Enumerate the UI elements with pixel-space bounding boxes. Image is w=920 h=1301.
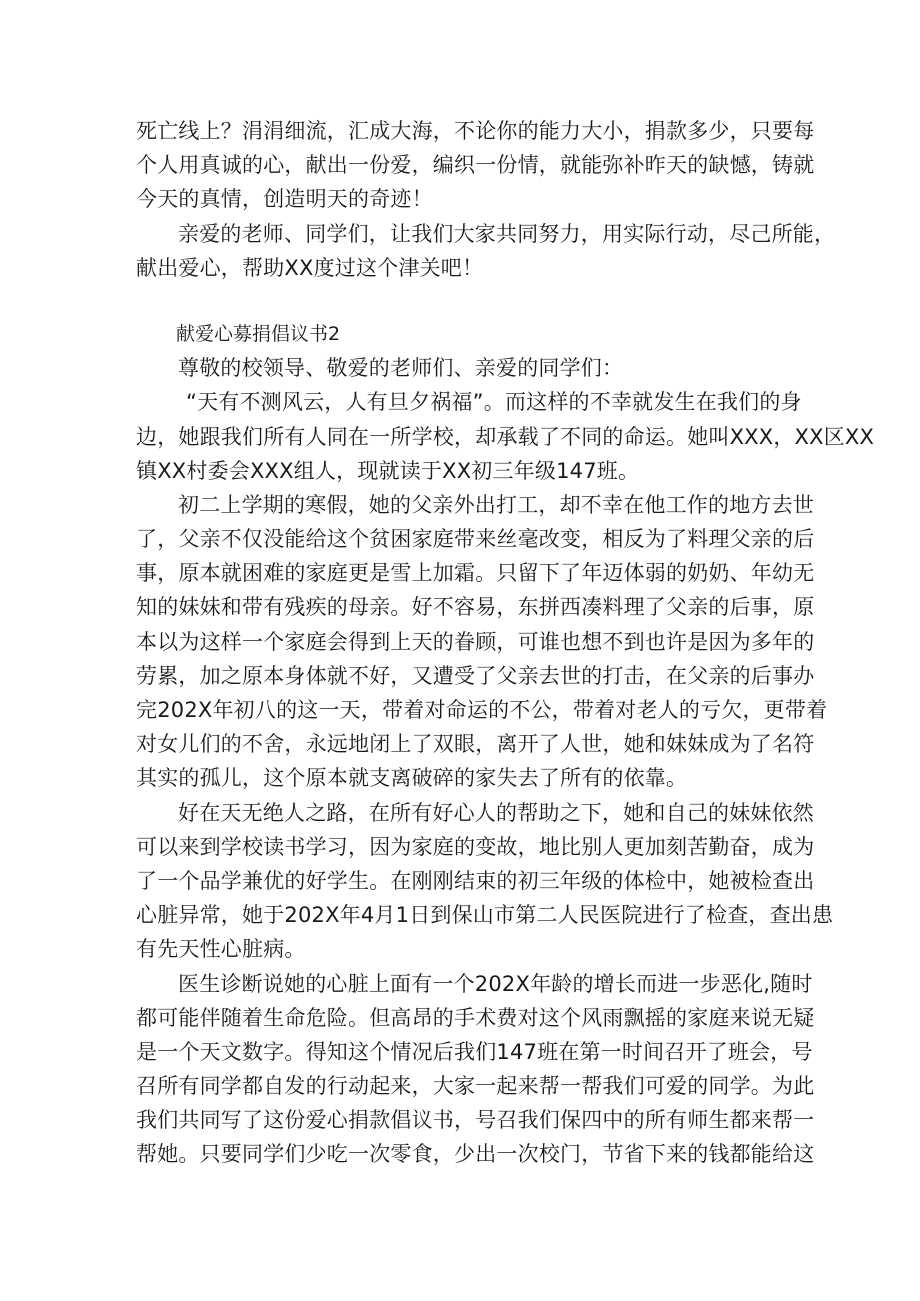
paragraph-continuation (136, 114, 815, 217)
paragraph-family-story (136, 488, 828, 796)
text-line: 召所有同学都自发的行动起来，大家一起来帮一帮我们可爱的同学。为此 (136, 1074, 815, 1099)
text-line: 个人用真诚的心，献出一份爱，编织一份情，就能弥补昨天的缺憾，铸就 (136, 153, 815, 178)
text-line: 知的妹妹和带有残疾的母亲。好不容易，东拼西凑料理了父亲的后事，原 (136, 595, 815, 620)
text-line: 亲爱的老师、同学们，让我们大家共同努力，用实际行动，尽己所能， (178, 221, 836, 246)
text-line: 帮她。只要同学们少吃一次零食，少出一次校门，节省下来的钱都能给这 (136, 1142, 815, 1167)
text-line: 劳累，加之原本身体就不好，又遭受了父亲去世的打击，在父亲的后事办 (136, 663, 815, 688)
text-line: 好在天无绝人之路，在所有好心人的帮助之下，她和自己的妹妹依然 (178, 800, 814, 825)
text-line: 了一个品学兼优的好学生。在刚刚结束的初三年级的体检中，她被检查出 (136, 868, 815, 893)
text-line: 献出爱心，帮助XX度过这个津关吧！ (136, 255, 484, 280)
document-page (136, 114, 875, 1172)
text-line: 是一个天文数字。得知这个情况后我们147班在第一时间召开了班会，号 (136, 1039, 813, 1064)
text-line: 本以为这样一个家庭会得到上天的眷顾，可谁也想不到也许是因为多年的 (136, 629, 815, 654)
paragraph-intro (136, 385, 875, 488)
text-line: 事，原本就困难的家庭更是雪上加霜。只留下了年迈体弱的奶奶、年幼无 (136, 561, 815, 586)
section-gap (136, 285, 796, 317)
text-line: 有先天性心脏病。 (136, 937, 306, 962)
text-line: 其实的孤儿，这个原本就支离破碎的家失去了所有的依靠。 (136, 766, 688, 791)
salutation: 尊敬的校领导、敬爱的老师们、亲爱的同学们： (178, 356, 624, 381)
text-line: 都可能伴随着生命危险。但高昂的手术费对这个风雨飘摇的家庭来说无疑 (136, 1005, 815, 1030)
text-line: 了，父亲不仅没能给这个贫困家庭带来丝毫改变，相反为了料理父亲的后 (136, 527, 815, 552)
text-line: 死亡线上？涓涓细流，汇成大海，不论你的能力大小，捐款多少，只要每 (136, 119, 815, 143)
text-line: 初二上学期的寒假，她的父亲外出打工，却不幸在他工作的地方去世 (178, 492, 814, 517)
text-line: 边，她跟我们所有人同在一所学校，却承载了不同的命运。她叫XXX，XX区XX (136, 424, 875, 449)
text-line: 我们共同写了这份爱心捐款倡议书，号召我们保四中的所有师生都来帮一 (136, 1108, 815, 1133)
paragraph-diagnosis (136, 796, 834, 967)
text-line: 可以来到学校读书学习，因为家庭的变故，地比别人更加刻苦勤奋，成为 (136, 834, 815, 859)
paragraph-call-to-action (136, 217, 836, 285)
text-line: 医生诊断说她的心脏上面有一个202X年龄的增长而进一步恶化,随时 (178, 971, 813, 996)
text-line: 完202X年初八的这一天，带着对命运的不公，带着对老人的亏欠，更带着 (136, 698, 828, 722)
text-line: 今天的真情，创造明天的奇迹！ (136, 187, 433, 212)
text-line: 对女儿们的不舍，永远地闭上了双眼，离开了人世，她和妹妹成为了名符 (136, 732, 815, 757)
paragraph-appeal (136, 967, 815, 1172)
text-line: 心脏异常，她于202X年4月1日到保山市第二人民医院进行了检查，查出患 (136, 903, 834, 928)
section-title: 献爱心募捐倡议书2 (176, 322, 341, 345)
text-line: 镇XX村委会XXX组人，现就读于XX初三年级147班。 (136, 458, 640, 483)
text-line: “天有不测风云，人有旦夕祸福”。而这样的不幸就发生在我们的身 (186, 390, 802, 415)
